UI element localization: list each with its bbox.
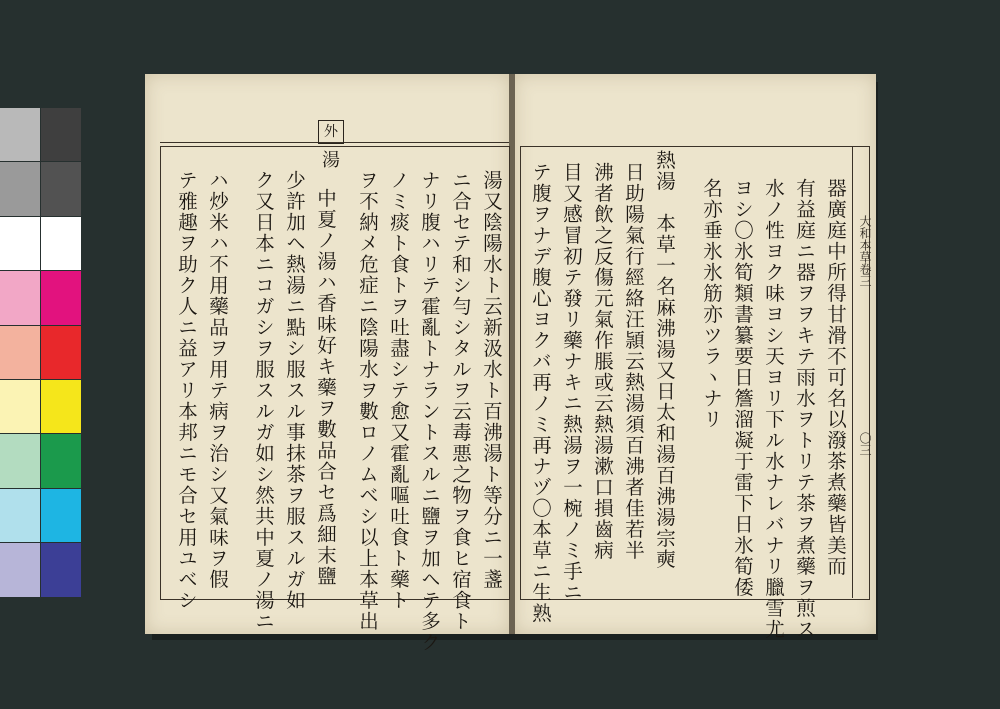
right-page-column: 水ノ性ヨク味ヨシ天ヨリ下ル水ナレバナリ臘雪尤: [762, 178, 785, 640]
right-page-column: 名亦垂氷氷筋亦ツラヽナリ: [700, 178, 723, 430]
right-page-column: 器廣庭中所得甘滑不可名以潑茶煮藥皆美而: [824, 178, 847, 577]
left-page-column: テ雅趣ヲ助ク人ニ益アリ本邦ニモ合セ用ユベシ: [175, 170, 198, 611]
color-swatch: [0, 108, 40, 161]
right-page-column: ヨシ〇氷筍類書纂要日簷溜凝于雷下日氷筍倭: [731, 178, 754, 598]
left-page-cartouche: 外: [318, 120, 344, 144]
left-page-column: 少許加ヘ熱湯ニ點シ服スル事抹茶ヲ服スルガ如: [283, 170, 306, 611]
left-page-heading: 湯: [319, 150, 340, 170]
left-page-column: 湯又陰陽水ト云新汲水ト百沸湯ト等分ニ一盞: [480, 170, 503, 590]
color-calibration-strip: [0, 108, 83, 598]
color-swatch: [0, 380, 40, 433]
right-page-column: 有益庭ニ器ヲヲキテ雨水ヲトリテ茶ヲ煮藥ヲ煎ス: [793, 178, 816, 640]
color-swatch: [41, 380, 81, 433]
color-swatch: [41, 434, 81, 487]
left-page-column: 中夏ノ湯ハ香味好キ藥ヲ數品合セ爲細末鹽: [314, 188, 337, 587]
color-swatch: [41, 108, 81, 161]
left-page-column: ナリ腹ハリテ霍亂トナラントスルニ鹽ヲ加ヘテ多ク: [418, 170, 441, 653]
color-swatch: [41, 326, 81, 379]
color-swatch: [41, 271, 81, 324]
color-swatch: [0, 434, 40, 487]
left-page-column: ク又日本ニコガシヲ服スルガ如シ然共中夏ノ湯ニ: [252, 170, 275, 632]
right-page-column: テ腹ヲナデ腹心ヨクバ再ノミ再ナヅ〇本草ニ生熟: [529, 162, 552, 624]
left-page-column: ニ合セテ和シ勻シタルヲ云毒悪之物ヲ食ヒ宿食ト: [449, 170, 472, 632]
color-swatch: [0, 326, 40, 379]
color-swatch: [0, 271, 40, 324]
color-swatch: [0, 489, 40, 542]
color-swatch: [41, 543, 81, 596]
color-swatch: [0, 217, 40, 270]
margin-book-title: 大和本草卷三: [858, 215, 872, 287]
left-page-column: ノミ痰ト食トヲ吐盡シテ愈又霍亂嘔吐食ト藥ト: [387, 170, 410, 611]
left-page-column: ヲ不納メ危症ニ陰陽水ヲ數ロノムベシ以上本草出: [356, 170, 379, 632]
right-page-column: 熱湯 本草一名麻沸湯又日太和湯百沸湯宗奭: [653, 150, 676, 570]
color-swatch: [0, 162, 40, 215]
color-swatch: [0, 543, 40, 596]
folio-number: 〇三: [858, 432, 872, 456]
right-page-side-rule: [852, 146, 853, 598]
color-swatch: [41, 489, 81, 542]
left-page-column: ハ炒米ハ不用藥品ヲ用テ病ヲ治シ又氣味ヲ假: [206, 170, 229, 590]
right-page-column: 目又感冒初テ發リ藥ナキニ熱湯ヲ一椀ノミ手ニ: [560, 162, 583, 603]
color-swatch: [41, 217, 81, 270]
color-swatch: [41, 162, 81, 215]
right-page-column: 沸者飲之反傷元氣作脹或云熱湯漱口損齒病: [591, 162, 614, 561]
right-page-column: 日助陽氣行經絡汪頴云熱湯須百沸者佳若半: [622, 162, 645, 561]
